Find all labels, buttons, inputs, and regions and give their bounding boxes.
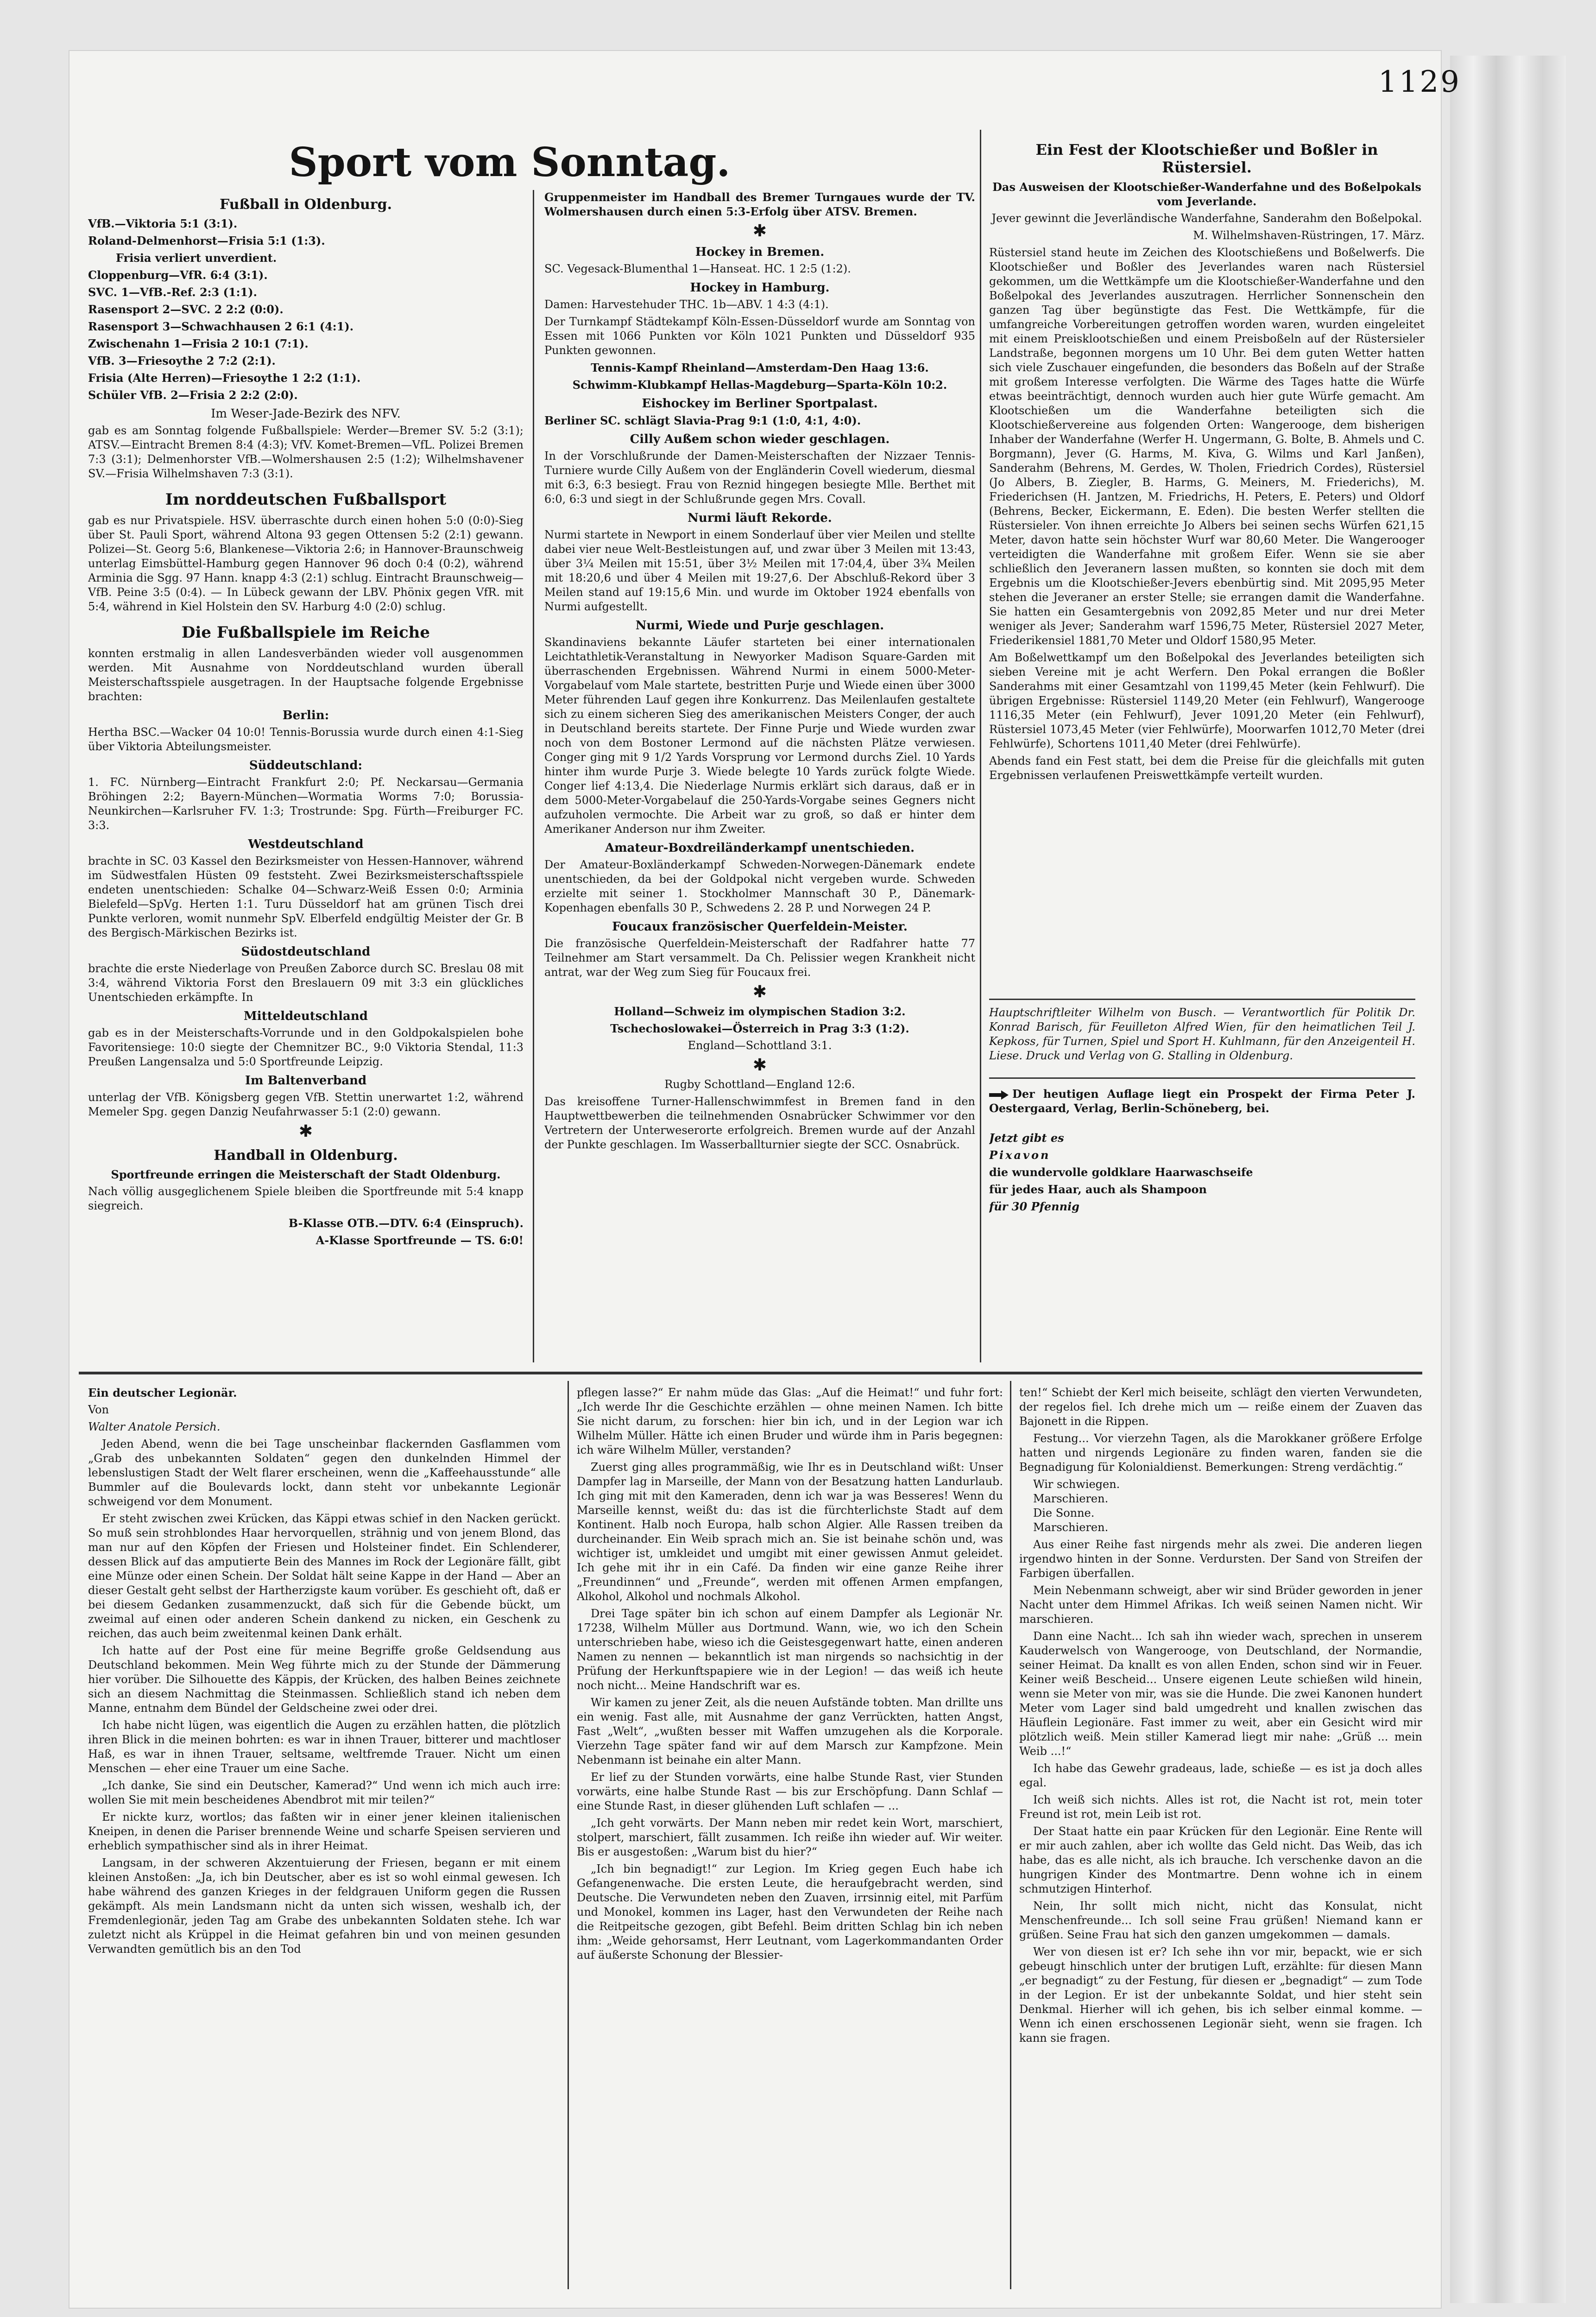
paragraph: 1. FC. Nürnberg—Eintracht Frankfurt 2:0; Pf. Neckarsau—Germania Bröhingen 2:2; Bayern-München—Wormatia Worms 7:0; Borussia-Neunkirchen—Karlsruher FV. 1:3; Trostrunde: Spg. Fürth—Freiburger FC. 3:3. xyxy=(88,776,524,832)
paragraph: gab es in der Meisterschafts-Vorrunde und in den Goldpokalspielen bohe Favoritensiege: 10:0 siegte der Chemnitzer BC., 9:0 Viktoria Stendal, 11:3 Preußen Langensalza und 5:0 Sportfreunde Leipzig. xyxy=(88,1026,524,1068)
heading-balt: Im Baltenverband xyxy=(245,1074,367,1088)
paragraph: Dann eine Nacht... Ich sah ihn wieder wach, sprechen in unserem Kauderwelsch von Wangerooge, von Deutschland, der Normandie, seiner Heimat. Da knallt es von allen Enden, schon sind wir in Feuer. Keiner weiß Bescheid... Unsere eigenen Leute schießen wild hinein, wenn sie Meter von mir, was sie die Hunde. Die zwei Kanonen hundert Meter vom Lager sind bald umgedreht und knallen zwischen das Häuflein Legionäre. Fast immer zu weit, aber ein Gesicht wird mir plötzlich weiß. Mein stiller Kamerad liegt mir nahe: „Grüß ... mein Weib ...!“ xyxy=(1019,1630,1422,1758)
paragraph: Der Staat hatte ein paar Krücken für den Legionär. Eine Rente will er mir auch zahlen, aber ich wollte das Geld nicht. Das Weib, das ich habe, das es alle nicht, als ich brauche. Ich verschenke davon an die hungrigen Kinder des Montmartre. Denn wohne ich in einem schmutzigen Hinterhof. xyxy=(1019,1825,1422,1895)
heading-foucaux: Foucaux französischer Querfeldein-Meister. xyxy=(612,920,908,934)
result-line: Zwischenahn 1—Frisia 2 10:1 (7:1). xyxy=(88,337,309,350)
paragraph: Rugby Schottland—England 12:6. xyxy=(664,1078,855,1091)
ad-line-2: für jedes Haar, auch als Shampoon xyxy=(989,1183,1207,1196)
heading-sued: Süddeutschland: xyxy=(249,759,363,772)
heading-fussball-oldenburg: Fußball in Oldenburg. xyxy=(219,196,392,213)
heading-reich: Die Fußballspiele im Reiche xyxy=(181,623,430,642)
heading-berlin: Berlin: xyxy=(282,709,329,722)
heading-weser-jade: Im Weser-Jade-Bezirk des NFV. xyxy=(211,407,401,421)
column-rule xyxy=(980,130,981,1362)
star-separator: ✱ xyxy=(752,1056,767,1075)
heading-norddeutsch: Im norddeutschen Fußballsport xyxy=(165,490,447,509)
paragraph: Die Sonne. xyxy=(1033,1507,1095,1519)
result-line: VfB.—Viktoria 5:1 (3:1). xyxy=(88,217,238,230)
byline-von: Von xyxy=(88,1403,109,1416)
paragraph: Nein, Ihr sollt mich nicht, nicht das Konsulat, nicht Menschenfreunde... Ich soll seine Frau grüßen! Niemand kann er grüßen. Seine Frau hat sich den ganzen umgekommen — damals. xyxy=(1019,1899,1422,1941)
paragraph-bold: Schwimm-Klubkampf Hellas-Magdeburg—Sparta-Köln 10:2. xyxy=(572,378,947,392)
horizontal-rule xyxy=(989,1077,1415,1079)
paragraph: Ich hatte auf der Post eine für meine Begriffe große Geldsendung aus Deutschland bekommen. Mein Weg führte mich zu der Stunde der Dämmerung hier vorüber. Die Silhouette des Käppis, der Krücken, des halben Beines zeichnete sich an diesem Nachmittag die Steinmassen. Schließlich stand ich neben dem Manne, entnahm dem Bündel der Geldscheine zwei oder drei. xyxy=(88,1644,561,1715)
paragraph: Damen: Harvestehuder THC. 1b—ABV. 1 4:3 (4:1). xyxy=(544,298,829,311)
page-edges xyxy=(1450,56,1566,2303)
paragraph: Hertha BSC.—Wacker 04 10:0! Tennis-Borussia wurde durch einen 4:1-Sieg über Viktoria Abteilungsmeister. xyxy=(88,726,524,753)
paragraph: Er nickte kurz, wortlos; das faßten wir in einer jener kleinen italienischen Kneipen, in denen die Pariser brennende Weine und scharfe Speisen servieren und erheblich sympathischer sind als in ihrer Heimat. xyxy=(88,1811,561,1852)
heading-hockey-bremen: Hockey in Bremen. xyxy=(695,245,825,259)
page-number: 1129 xyxy=(1378,65,1461,99)
paragraph: „Ich danke, Sie sind ein Deutscher, Kamerad?“ Und wenn ich mich auch irre: wollen Sie mit mein bescheidenes Abendbrot mit mir teilen?“ xyxy=(88,1779,561,1806)
notice-area xyxy=(989,1087,1415,1128)
legion-column-3 xyxy=(1019,1386,1422,2289)
sport-column-2 xyxy=(544,190,975,1404)
result-line: SVC. 1—VfB.-Ref. 2:3 (1:1). xyxy=(88,285,257,299)
result-line: VfB. 3—Friesoythe 2 7:2 (2:1). xyxy=(88,354,276,367)
paragraph-bold: Tennis-Kampf Rheinland—Amsterdam-Den Haag 13:6. xyxy=(591,361,929,374)
paragraph: Abends fand ein Fest statt, bei dem die Preise für die gleichfalls mit guten Ergebnissen verlaufenen Preiswettkämpfe verteilt wurden. xyxy=(989,754,1425,782)
paragraph: Skandinaviens bekannte Läufer starteten bei einer internationalen Leichtathletik-Veranstaltung in Newyorker Madison Square-Garden mit überraschenden Ergebnissen. Während Nurmi in einem 5000-Meter-Vorgabelauf vom Male startete, bestritten Purje und Wiede einen über 3000 Meter führenden Lauf gegen ihre Konkurrenz. Das Meilenlaufen gestaltete sich zu einem sicheren Sieg des amerikanischen Meisters Conger, der auch in Deutschland bereits startete. Der Finne Purje und Wiede wurden zwar noch von dem Bostoner Lermond auf die nächsten Plätze verwiesen. Conger ging mit 9 1/2 Yards Vorsprung vor Lermond durchs Ziel. 10 Yards hinter ihm wurde Purje 3. Wiede belegte 10 Yards zurück folgte Wiede. Conger lief 4:13,4. Die Niederlage Nurmis erklärt sich daraus, daß er in dem 5000-Meter-Vorgabelauf die 250-Yards-Vorgabe seines Gegners nicht aufzuholen vermochte. Die Arbeit war zu groß, so daß er hinter dem Amerikaner Anderson nur ihm Zweiter. xyxy=(544,636,975,836)
column-rule xyxy=(568,1381,569,2289)
newspaper-page xyxy=(69,51,1461,2308)
paragraph: Jeden Abend, wenn die bei Tage unscheinbar flackernden Gasflammen vom „Grab des unbekannten Soldaten“ gegen den dunkelnden Himmel der lebenslustigen Stadt der Welt flarer erscheinen, wenn die „Kaffeehausstunde“ alle Bummler auf die Boulevards lockt, dann steht vor unbekannte Legionär schweigend vor dem Monument. xyxy=(88,1437,561,1508)
pixavon-ad xyxy=(989,1131,1415,1372)
paragraph: Nach völlig ausgeglichenem Spiele bleiben die Sportfreunde mit 5:4 knapp siegreich. xyxy=(88,1185,524,1212)
paragraph: Die französische Querfeldein-Meisterschaft der Radfahrer hatte 77 Teilnehmer am Start versammelt. Da Ch. Pelissier wegen Krankheit nicht antrat, war der Weg zum Sieg für Foucaux frei. xyxy=(544,937,975,979)
paragraph: Wir schwiegen. xyxy=(1033,1478,1120,1491)
result-line: Tschechoslowakei—Österreich in Prag 3:3 (1:2). xyxy=(610,1022,909,1035)
paragraph: In der Vorschlußrunde der Damen-Meisterschaften der Nizzaer Tennis-Turniere wurde Cilly Außem von der Engländerin Covell wiederum, diesmal mit 6:3, 6:3 besiegt. Frau von Reznid hingegen besiegte Mlle. Berthet mit 6:0, 6:3 und siegt in der Schlußrunde gegen Mrs. Covall. xyxy=(544,449,975,506)
paragraph: Er steht zwischen zwei Krücken, das Käppi etwas schief in den Nacken gerückt. So muß sein strohblondes Haar hervorquellen, strähnig und von jenem Blond, das man nur auf den Köpfen der Friesen und Holsteiner findet. Ein Schlenderer, dessen Blick auf das amputierte Bein des Mannes im Rock der Legionäre fällt, gibt eine Münze oder einen Schein. Der Soldat hält seine Kappe in der Hand — Aber an dieser Gestalt geht selbst der Hartherzigste kaum vorüber. Es geschieht oft, daß er bei diesem Gedanken zusammenzuckt, daß sich für die Gebende bückt, um zweimal auf einen oder anderen Schein dankend zu nicken, ein Geschenk zu reichen, das auch beim zweitenmal keinen Dank erhält. xyxy=(88,1512,561,1640)
heading-hockey-hamburg: Hockey in Hamburg. xyxy=(690,281,830,295)
paragraph: brachte in SC. 03 Kassel den Bezirksmeister von Hessen-Hannover, während im Südwestfalen Hüsten 09 feststeht. Zwei Bezirksmeisterschaftsspiele endeten unentschieden: Schalke 04—Schwarz-Weiß Essen 0:0; Arminia Bielefeld—SpVg. Herten 1:1. Turu Düsseldorf hat am grünen Tisch drei Punkte verloren, womit nunmehr SpV. Elberfeld endgültig Meister der Gr. B des Bergisch-Märkischen Bezirks ist. xyxy=(88,855,524,939)
paragraph: Ich habe nicht lügen, was eigentlich die Augen zu erzählen hatten, die plötzlich ihren Blick in die meinen bohrten: es war in ihnen Trauer, bitterer und machtloser Haß, es war in ihnen Trauer, seltsame, weltfremde Trauer. Nicht um einen Menschen — eher eine Trauer um eine Sache. xyxy=(88,1719,561,1775)
paragraph: Nurmi startete in Newport in einem Sonderlauf über vier Meilen und stellte dabei vier neue Welt-Bestleistungen auf, und zwar über 3 Meilen mit 13:43, über 3¼ Meilen mit 15:51, über 3½ Meilen mit 17:04,4, über 3¾ Meilen mit 18:20,6 und über 4 Meilen mit 19:27,6. Der Abschluß-Rekord über 3 Meilen stand auf 19:15,6 Min. und wurde im Oktober 1924 ebenfalls von Nurmi aufgestellt. xyxy=(544,528,975,613)
paragraph: konnten erstmalig in allen Landesverbänden wieder voll ausgenommen werden. Mit Ausnahme von Norddeutschland wurden überall Meisterschaftsspiele ausgetragen. In der Hauptsache folgende Ergebnisse brachten: xyxy=(88,647,524,703)
paragraph: Ich weiß sich nichts. Alles ist rot, die Nacht ist rot, mein toter Freund ist rot, mein Leib ist rot. xyxy=(1019,1793,1422,1821)
heading-west: Westdeutschland xyxy=(248,837,364,851)
sport-column-1 xyxy=(88,190,524,1404)
subheading: Das Ausweisen der Klootschießer-Wanderfahne und des Boßelpokals vom Jeverlande. xyxy=(992,180,1421,208)
paragraph: Langsam, in der schweren Akzentuierung der Friesen, begann er mit einem kleinen Anstoßen: „Ja, ich bin Deutscher, aber es ist so wohl einmal gewesen. Ich habe während des ganzen Krieges in der feldgrauen Uniform gegen die Russen gekämpft. Als mein Landsmann nicht da unten sich wissen, weshalb ich, der Fremdenlegionär, jeden Tag am Grabe des unbekannten Soldaten stehe. Ich war zuletzt nicht als Krüppel in die Heimat gefahren bin und von meinen gesunden Verwandten gemütlich bis an den Tod xyxy=(88,1856,561,1956)
paragraph: Marschieren. xyxy=(1033,1492,1109,1505)
paragraph: unterlag der VfB. Königsberg gegen VfB. Stettin unerwartet 1:2, während Memeler Spg. gegen Danzig Neufahrwasser 5:1 (2:0) gewann. xyxy=(88,1091,524,1118)
result-line: Rasensport 3—Schwachhausen 2 6:1 (4:1). xyxy=(88,320,354,333)
star-separator: ✱ xyxy=(298,1122,313,1141)
paragraph: „Ich bin begnadigt!“ zur Legion. Im Krieg gegen Euch habe ich Gefangenenwache. Die ersten Leute, die heraufgebracht werden, sind Deutsche. Die Verwundeten neben den Zuaven, irrsinnig eitel, mit Parfüm und Monokel, kommen ins Lager, hast den Verwundeten der Reihe nach die Reitpeitsche gezogen, gibt Befehl. Beim dritten Schlag bin ich neben ihm: „Weide gehorsamst, Herr Leutnant, vom Lagerkommandanten Order auf äußerste Schonung der Blessier- xyxy=(577,1862,1003,1962)
paragraph: Festung... Vor vierzehn Tagen, als die Marokkaner größere Erfolge hatten und nirgends Legionäre zu finden waren, fanden sie die Begnadigung für Kolonialdienst. Bemerkungen: Streng verdächtig.“ xyxy=(1019,1432,1422,1474)
star-separator: ✱ xyxy=(752,222,767,241)
paragraph: SC. Vegesack-Blumenthal 1—Hanseat. HC. 1 2:5 (1:2). xyxy=(544,262,851,275)
paragraph: Drei Tage später bin ich schon auf einem Dampfer als Legionär Nr. 17238, Wilhelm Müller aus Dortmund. Wann, wie, wo ich den Schein unterschrieben habe, wieso ich die Geistesgegenwart hatte, einen anderen Namen zu nennen — bekanntlich ist man nirgends so nachsichtig in der Prüfung der Herkunftspapiere wie in der Legion! — das weiß ich heute noch nicht... Meine Handschrift war es. xyxy=(577,1607,1003,1692)
heading-amateur-box: Amateur-Boxdreiländerkampf unentschieden. xyxy=(605,841,915,855)
heading-nurmi: Nurmi läuft Rekorde. xyxy=(688,511,832,525)
ad-brand: Pixavon xyxy=(989,1148,1051,1162)
paragraph: Wir kamen zu jener Zeit, als die neuen Aufstände tobten. Man drillte uns ein wenig. Fast alle, mit Ausnahme der ganz Verrückten, hatten Angst, Fast „Welt“, „wußten besser mit Waffen umzugehen als die Korporale. Vierzehn Tage später fand wir auf dem Marsch zur Kampfzone. Mein Nebenmann ist beinahe ein alter Mann. xyxy=(577,1696,1003,1766)
heading-mittel: Mitteldeutschland xyxy=(244,1009,368,1023)
imprint: Hauptschriftleiter Wilhelm von Busch. — Verantwortlich für Politik Dr. Konrad Barisch, für Feuilleton Alfred Wien, für den heimatlichen Teil J. Kepkoss, für Turnen, Spiel und Sport H. Kuhlmann, für den Anzeigenteil H. Liese. Druck und Verlag von G. Stalling in Oldenburg. xyxy=(989,1006,1415,1062)
heading-suedost: Südostdeutschland xyxy=(241,945,371,959)
dateline: M. Wilhelmshaven-Rüstringen, 17. März. xyxy=(1193,229,1425,242)
paragraph: Er lief zu der Stunden vorwärts, eine halbe Stunde Rast, vier Stunden vorwärts, eine halbe Stunde Rast — bis zur Erschöpfung. Dann Schlaf — eine Stunde Rast, in dieser glühenden Luft schlafen — ... xyxy=(577,1771,1003,1812)
paragraph-bold: Berliner SC. schlägt Slavia-Prag 9:1 (1:0, 4:1, 4:0). xyxy=(544,414,861,427)
sport-column-3 xyxy=(989,134,1425,992)
heading-cilly: Cilly Außem schon wieder geschlagen. xyxy=(630,432,890,446)
result-line: Schüler VfB. 2—Frisia 2 2:2 (2:0). xyxy=(88,388,298,402)
paragraph: Ich habe das Gewehr gradeaus, lade, schieße — es ist ja doch alles egal. xyxy=(1019,1762,1422,1789)
ad-headline: Jetzt gibt es xyxy=(989,1131,1064,1145)
prospekt-notice-text: Der heutigen Auflage liegt ein Prospekt der Firma Peter J. Oestergaard, Verlag, Berlin-Schöneberg, bei. xyxy=(989,1087,1415,1115)
pointing-hand-icon xyxy=(989,1090,1008,1100)
paragraph: Zuerst ging alles programmäßig, wie Ihr es in Deutschland wißt: Unser Dampfer lag in Marseille, der Mann von der Besatzung hatten Landurlaub. Ich ging mit mit den Kameraden, denn ich war ja was Besseres! Wenn du Marseille kennst, weißt du: das ist die fürchterlichste Stadt auf dem Kontinent. Halb noch Europa, halb schon Algier. Alle Rassen treiben da durcheinander. Ein Weib sprach mich an. Sie ist beinahe schön und, was wichtiger ist, umkleidet und umgibt mit einer gewissen Anmut geleidet. Ich gehe mit ihr in ein Café. Da finden wir eine ganze Reihe ihrer „Freundinnen“ und „Freunde“, werden mit offenen Armen empfangen, Alkohol, Alkohol und nochmals Alkohol. xyxy=(577,1461,1003,1603)
paragraph-bold: Sportfreunde erringen die Meisterschaft der Stadt Oldenburg. xyxy=(111,1168,501,1181)
column-rule xyxy=(1010,1381,1011,2289)
paragraph: brachte die erste Niederlage von Preußen Zaborce durch SC. Breslau 08 mit 3:4, während Viktoria Forst den Breslauern 09 mit 3:3 ein glückliches Unentschieden erkämpfte. In xyxy=(88,962,524,1004)
legion-column-2 xyxy=(577,1386,1003,2289)
paragraph: Der Amateur-Boxländerkampf Schweden-Norwegen-Dänemark endete unentschieden, da bei der Goldpokal nicht vergeben wurde. Schweden erzielte mit seiner 1. Stockholmer Mannschaft 30 P., Dänemark-Kopenhagen ebenfalls 30 P., Schwedens 2. 28 P. und Norwegen 24 P. xyxy=(544,858,975,914)
result-line: B-Klasse OTB.—DTV. 6:4 (Einspruch). xyxy=(288,1216,524,1230)
heading-klootschiesser: Ein Fest der Klootschießer und Boßler in Rüstersiel. xyxy=(1035,141,1378,176)
paragraph: Mein Nebenmann schweigt, aber wir sind Brüder geworden in jener Nacht unter dem Himmel Afrikas. Ich weiß seinen Namen nicht. Wir marschieren. xyxy=(1019,1584,1422,1626)
author: Walter Anatole Persich. xyxy=(88,1420,221,1433)
paragraph: „Ich geht vorwärts. Der Mann neben mir redet kein Wort, marschiert, stolpert, marschiert, fällt zusammen. Ich reiße ihn wieder auf. Wir weiter. Bis er ausgestoßen: „Warum bist du hier?“ xyxy=(577,1817,1003,1858)
paragraph: Das kreisoffene Turner-Hallenschwimmfest in Bremen fand in den Hauptwettbewerben die teilnehmenden Osnabrücker Schwimmer vor den Vertretern der Unterweserorte erfolgreich. Bremen wurde auf der Anzahl der Punkte geschlagen. Im Wasserballturnier siegte der SCC. Osnabrück. xyxy=(544,1095,975,1151)
horizontal-rule xyxy=(989,999,1415,1000)
section-rule xyxy=(79,1372,1422,1374)
paragraph: pflegen lasse?“ Er nahm müde das Glas: „Auf die Heimat!“ und fuhr fort: „Ich werde Ihr die Geschichte erzählen — ohne meinen Namen. Ich bitte Sie nicht darum, zu forschen: hier bin ich, und in der Legion war ich Wilhelm Müller. Hätte ich einen Bruder und würde ihm in Paris begegnen: ich wäre Wilhelm Müller, verstanden? xyxy=(577,1386,1003,1456)
result-line: Holland—Schweiz im olympischen Stadion 3:2. xyxy=(614,1005,906,1018)
prospekt-notice xyxy=(989,1087,1415,1115)
paragraph: Aus einer Reihe fast nirgends mehr als zwei. Die anderen liegen irgendwo hinten in der Sonne. Verdursten. Der Sand von Streifen der Farbigen überfallen. xyxy=(1019,1538,1422,1580)
heading-eishockey: Eishockey im Berliner Sportpalast. xyxy=(642,397,878,411)
paragraph: Rüstersiel stand heute im Zeichen des Klootschießens und Boßelwerfs. Die Klootschießer und Boßler des Jeverlandes waren nach Rüstersiel gekommen, um die Wettkämpfe um die Klootschießer-Wanderfahne und den Boßelpokal des Jeverlandes auszutragen. Herrlicher Sonnenschein den ganzen Tag über begünstigte das Fest. Die Wettkämpfe, für die umfangreiche Vorbereitungen getroffen worden waren, wurden eingeleitet mit einem Preisklootschießen und einem Preisboßeln auf der Rüstersieler Landstraße, begonnen morgens um 10 Uhr. Bei dem guten Wetter hatten sich viele Zuschauer eingefunden, die besonders das Boßeln auf der Straße mit großem Interesse verfolgten. Die Wärme des Tages hatte die Würfe etwas beeinträchtigt, dennoch wurden auch hier gute Würfe gemacht. Am Klootschießen um die Wanderfahne beteiligten sich die Klootschießervereine aus folgenden Orten: Wangerooge, dem bisherigen Inhaber der Wanderfahne (Werfer H. Ungermann, G. Bolte, B. Ahmels und C. Borgmann), Jever (G. Harms, M. Kiva, G. Wilms und Karl Janßen), Sanderahm (Behrens, M. Gerdes, W. Tholen, Friedrich Cordes), Rüstersiel (Jo Albers, B. Ziegler, B. Harms, G. Meiners, M. Friederichs), M. Friederichsen (H. Jantzen, M. Friedrichs, H. Peters, E. Peters) und Oldorf (Behrens, Becker, Eickermann, E. Eden). Die besten Werfer stellten die Rüstersieler. Von ihnen erreichte Jo Albers bei seinen sechs Würfen 621,15 Meter, davon hatte sein höchster Wurf war 80,60 Meter. Die Wangerooger verteidigten die Wanderfahne mit großem Eifer. Wenn sie sie aber schließlich den Jeveranern lassen mußten, so konnten sie doch mit dem Ergebnis um die Klootschießer-Jevers ebenbürtig sind. Mit 2095,95 Meter stehen die Jeveraner an erster Stelle; sie errangen damit die Wanderfahne. Sie hatten ein Gesamtergebnis von 2092,85 Meter und nur drei Meter weniger als Jever; Sanderahm warf 1596,75 Meter, Rüstersiel 2027 Meter, Friederikensiel 1881,70 Meter und Oldorf 1580,95 Meter. xyxy=(989,246,1425,647)
paragraph: gab es am Sonntag folgende Fußballspiele: Werder—Bremer SV. 5:2 (3:1); ATSV.—Eintracht Bremen 8:4 (4:3); VfV. Komet-Bremen—VfL. Polizei Bremen 7:3 (3:1); Delmenhorster VfB.—Wolmershausen 2:5 (1:2); Wilhelmshavener SV.—Frisia Wilhelmshaven 7:3 (3:1). xyxy=(88,424,524,480)
subheading: Jever gewinnt die Jeverländische Wanderfahne, Sanderahm den Boßelpokal. xyxy=(991,212,1422,225)
paragraph: Marschieren. xyxy=(1033,1521,1109,1534)
imprint-area xyxy=(989,1006,1415,1075)
sport-title: Sport vom Sonntag. xyxy=(289,139,731,186)
ad-price: für 30 Pfennig xyxy=(989,1200,1079,1213)
result-line: Frisia (Alte Herren)—Friesoythe 1 2:2 (1:1). xyxy=(88,371,361,385)
star-separator: ✱ xyxy=(752,982,767,1001)
result-line: Rasensport 2—SVC. 2 2:2 (0:0). xyxy=(88,303,284,316)
result-line: Cloppenburg—VfR. 6:4 (3:1). xyxy=(88,268,268,282)
paragraph: Der Turnkampf Städtekampf Köln-Essen-Düsseldorf wurde am Sonntag von Essen mit 1066 Punkten vor Köln 1021 Punkten und Düsseldorf 935 Punkten gewonnen. xyxy=(544,315,975,357)
feuilleton-title: Ein deutscher Legionär. xyxy=(88,1386,237,1399)
heading-handball: Handball in Oldenburg. xyxy=(214,1147,398,1164)
result-line: Frisia verliert unverdient. xyxy=(116,251,277,265)
result-line: Roland-Delmenhorst—Frisia 5:1 (1:3). xyxy=(88,234,325,247)
paragraph: Wer von diesen ist er? Ich sehe ihn vor mir, bepackt, wie er sich gebeugt hinschlich unter der brutigen Luft, erzählte: für diesen Mann „er begnadigt“ zu der Festung, für diesen er „begnadigt“ — zum Tode in der Legion. Er ist der unbekannte Soldat, und hier steht sein Denkmal. Hierher will ich gehen, bis ich selber einmal komme. — Wenn ich einen erschossenen Legionär sieht, wenn sie fragen. Ich kann sie fragen. xyxy=(1019,1945,1422,2045)
result-line: A-Klasse Sportfreunde — TS. 6:0! xyxy=(315,1234,524,1247)
heading-nurmi-geschlagen: Nurmi, Wiede und Purje geschlagen. xyxy=(635,619,884,633)
ad-line-1: die wundervolle goldklare Haarwaschseife xyxy=(989,1165,1253,1179)
paragraph-bold: Gruppenmeister im Handball des Bremer Turngaues wurde der TV. Wolmershausen durch einen 5:3-Erfolg über ATSV. Bremen. xyxy=(544,190,975,218)
paragraph: Am Boßelwettkampf um den Boßelpokal des Jeverlandes beteiligten sich sieben Vereine mit je acht Werfern. Den Pokal errangen die Boßler Sanderahms mit einer Gesamtzahl von 1199,45 Meter (kein Fehlwurf). Die übrigen Ergebnisse: Rüstersiel 1149,20 Meter (ein Fehlwurf), Wangerooge 1116,35 Meter (ein Fehlwurf), Jever 1091,20 Meter (ein Fehlwurf), Rüstersiel 1073,45 Meter (vier Fehlwürfe), Moorwarfen 1012,70 Meter (drei Fehlwürfe), Schortens 1011,40 Meter (drei Fehlwürfe). xyxy=(989,651,1425,750)
legion-column-1 xyxy=(88,1386,561,2289)
paragraph: gab es nur Privatspiele. HSV. überraschte durch einen hohen 5:0 (0:0)-Sieg über St. Pauli Sport, während Altona 93 gegen Ottensen 5:2 (2:1) gewann. Polizei—St. Georg 5:6, Blankenese—Viktoria 2:6; in Hannover-Braunschweig unterlag Eimsbüttel-Hamburg gegen Hannover 96 doch 0:4 (0:2), während Arminia die Sgg. 97 Hann. knapp 4:3 (2:1) schlug. Eintracht Braunschweig—VfB. Peine 3:5 (0:4). — In Lübeck gewann der LBV. Phönix gegen VfR. mit 5:4, während in Kiel Holstein den SV. Harburg 4:0 (2:0) schlug. xyxy=(88,514,524,613)
paragraph: ten!“ Schiebt der Kerl mich beiseite, schlägt den vierten Verwundeten, der regelos fiel. Ich drehe mich um — reiße einem der Zuaven das Bajonett in die Rippen. xyxy=(1019,1386,1422,1428)
column-rule xyxy=(533,190,534,1362)
result-line: England—Schottland 3:1. xyxy=(688,1039,832,1052)
